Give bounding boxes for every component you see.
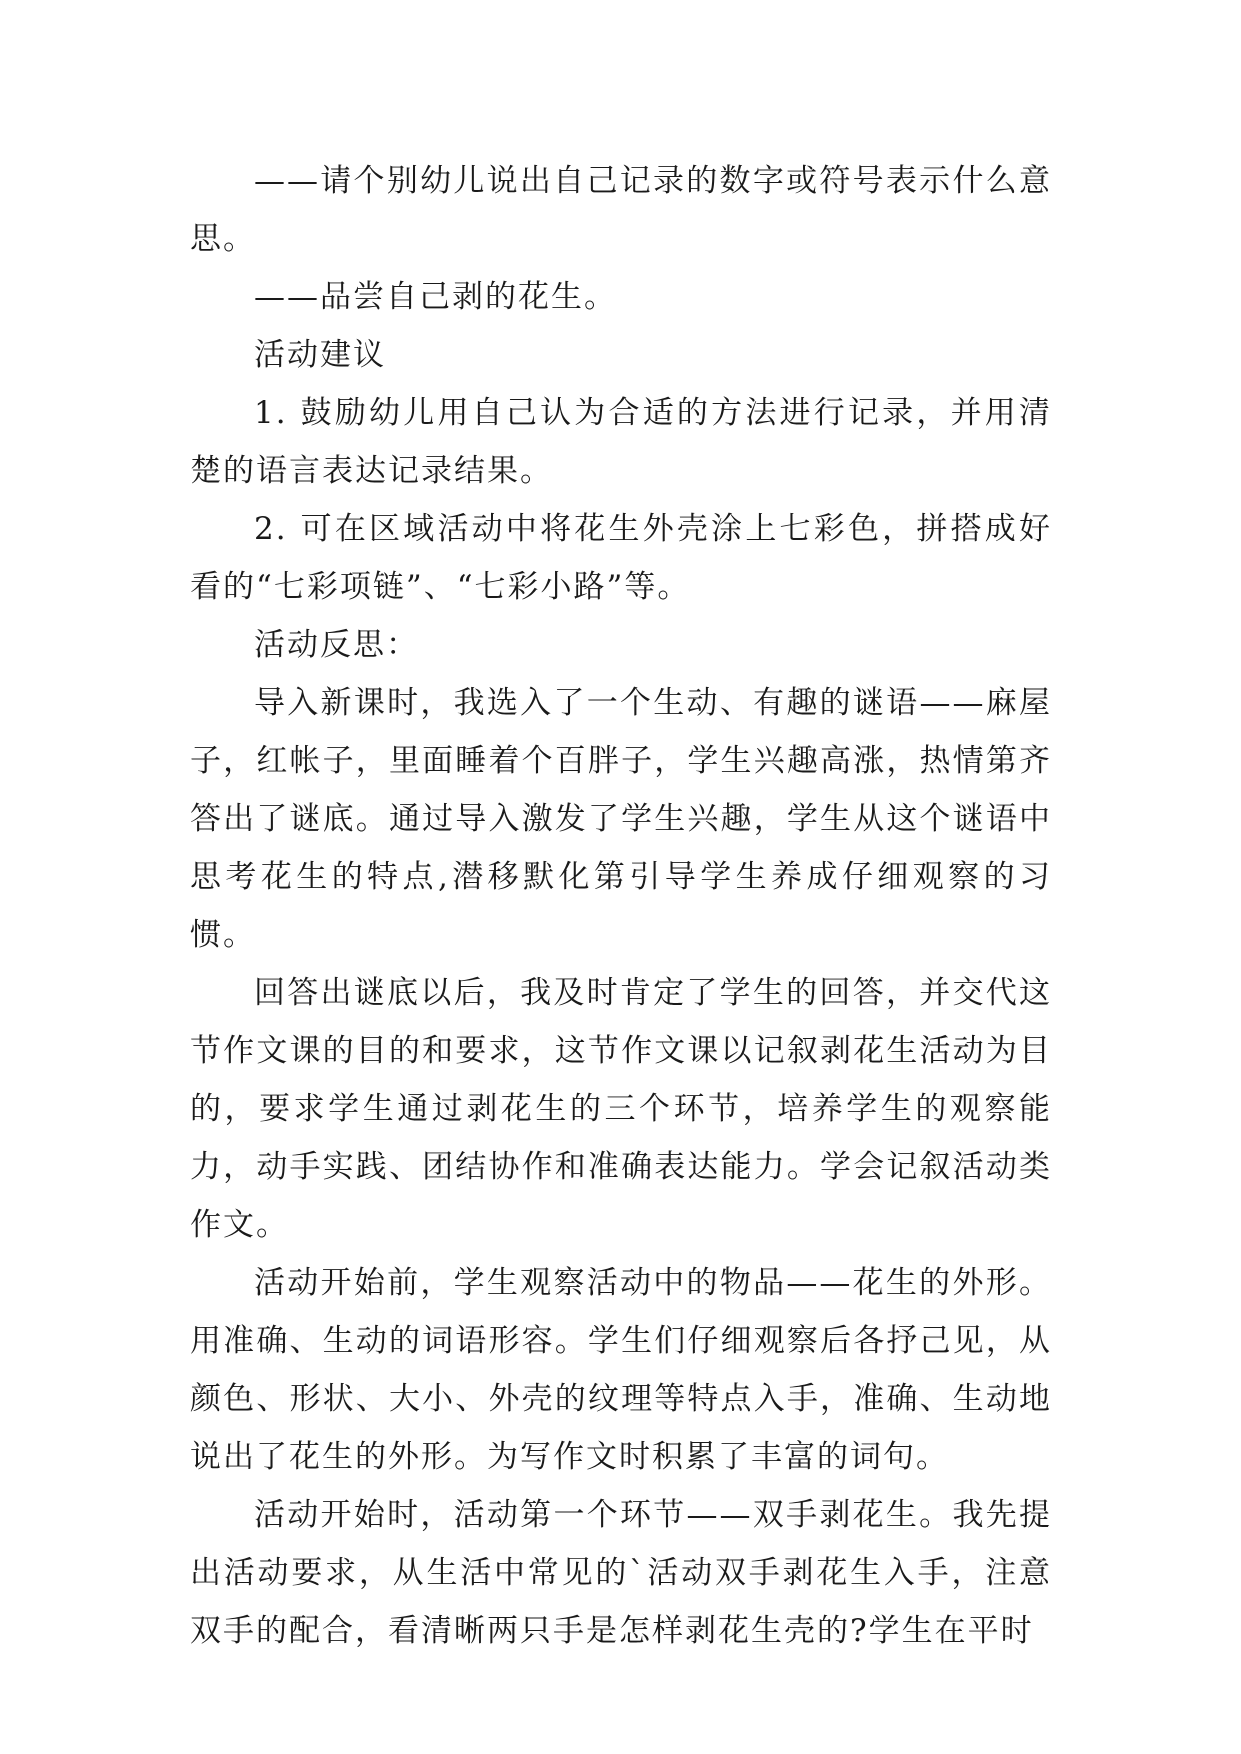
- paragraph-record-meaning: ——请个别幼儿说出自己记录的数字或符号表示什么意思。: [190, 163, 1052, 257]
- heading-activity-suggestions: 活动建议: [254, 337, 386, 373]
- document-body: [190, 152, 1052, 1660]
- paragraph-reflection-first-step: 活动开始时，活动第一个环节——双手剥花生。我先提出活动要求，从生活中常见的`活动双手剥花生入手，注意双手的配合，看清晰两只手是怎样剥花生壳的?学生在平时: [190, 1497, 1052, 1649]
- paragraph-taste-peanut: ——品尝自己剥的花生。: [254, 279, 617, 315]
- paragraph-reflection-observation: 活动开始前，学生观察活动中的物品——花生的外形。用准确、生动的词语形容。学生们仔细观察后各抒己见，从颜色、形状、大小、外壳的纹理等特点入手，准确、生动地说出了花生的外形。为写作文时积累了丰富的词句。: [190, 1265, 1052, 1475]
- heading-activity-reflection: 活动反思：: [254, 627, 419, 663]
- paragraph-reflection-intro: 导入新课时，我选入了一个生动、有趣的谜语——麻屋子，红帐子，里面睡着个百胖子，学生兴趣高涨，热情第齐答出了谜底。通过导入激发了学生兴趣，学生从这个谜语中思考花生的特点,潜移默化第引导学生养成仔细观察的习惯。: [190, 685, 1052, 953]
- suggestion-item-1: 1. 鼓励幼儿用自己认为合适的方法进行记录，并用清楚的语言表达记录结果。: [190, 395, 1052, 489]
- paragraph-reflection-goals: 回答出谜底以后，我及时肯定了学生的回答，并交代这节作文课的目的和要求，这节作文课以记叙剥花生活动为目的，要求学生通过剥花生的三个环节，培养学生的观察能力，动手实践、团结协作和准确表达能力。学会记叙活动类作文。: [190, 975, 1052, 1243]
- suggestion-item-2: 2. 可在区域活动中将花生外壳涂上七彩色，拼搭成好看的“七彩项链”、“七彩小路”等。: [190, 511, 1052, 605]
